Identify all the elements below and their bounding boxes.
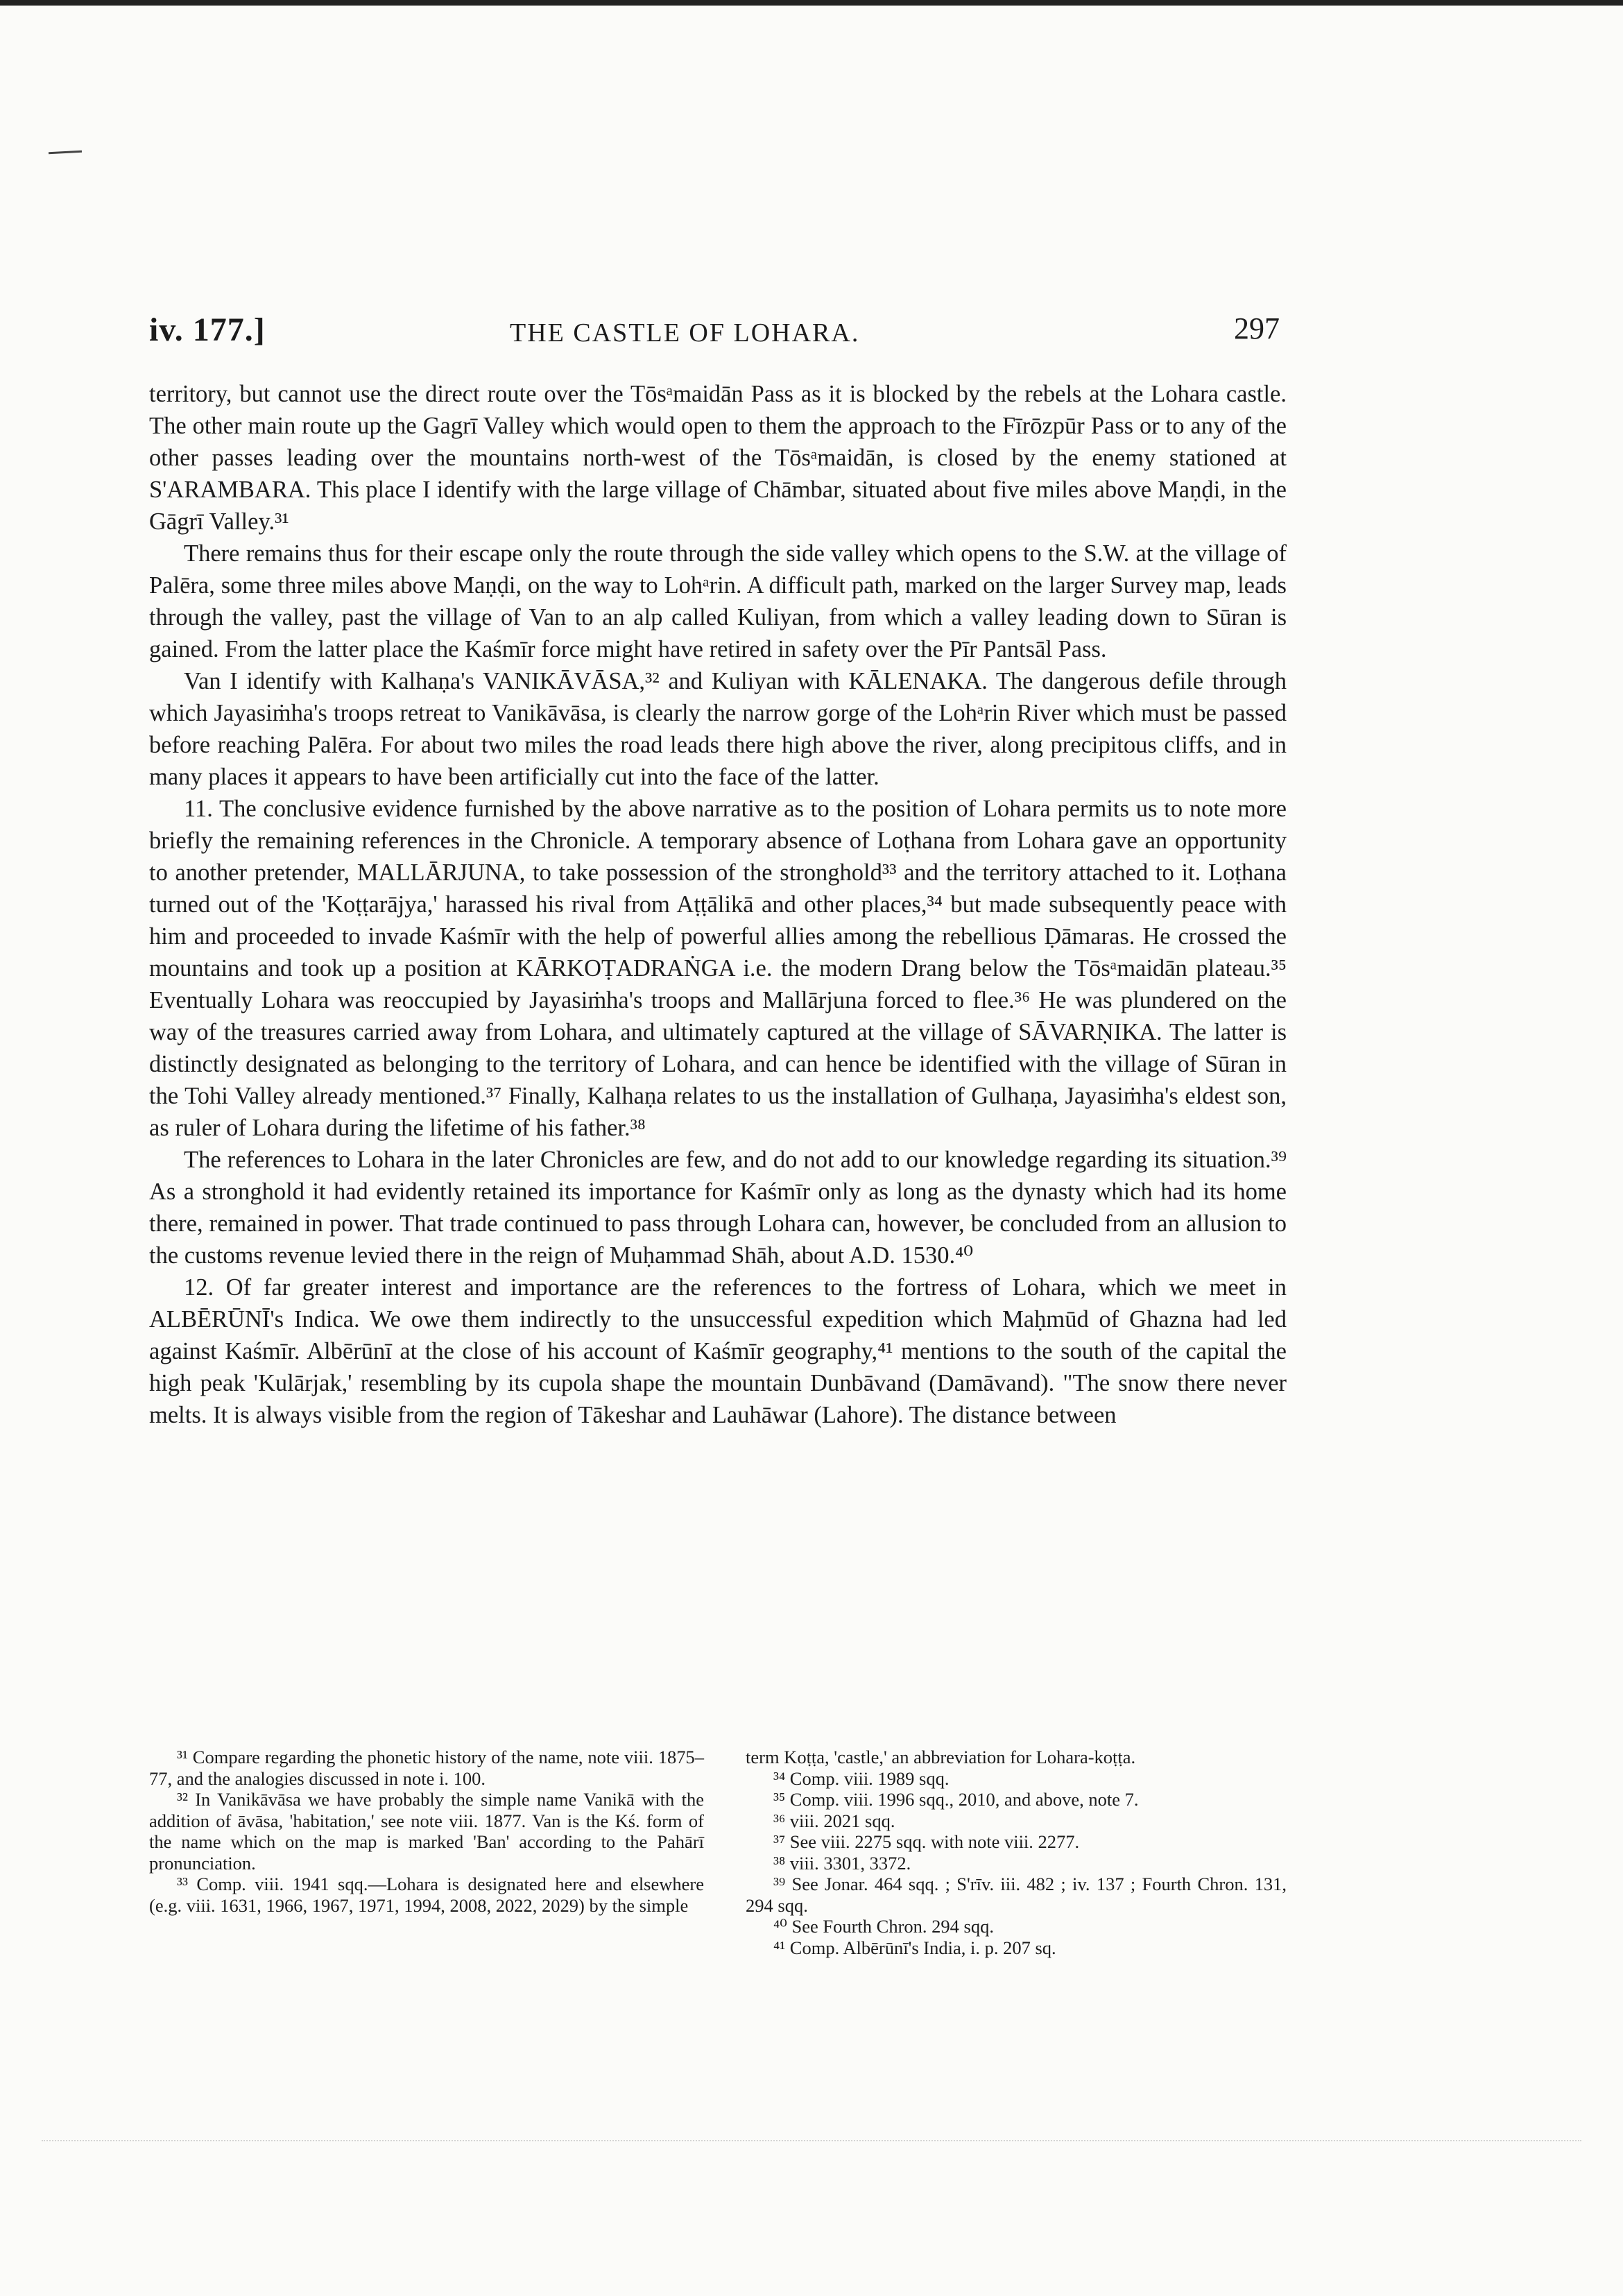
footnote-33-continued: term Koṭṭa, 'castle,' an abbreviation for Lohara-koṭṭa. [746, 1747, 1136, 1767]
running-title: THE CASTLE OF LOHARA. [510, 318, 860, 348]
footnote-36: ³⁶ viii. 2021 sqq. [773, 1810, 895, 1831]
margin-pen-mark [49, 151, 82, 155]
paragraph-continuation: territory, but cannot use the direct route over the Tōsᵃmaidān Pass as it is blocked by the rebels at the Lohara castle. The other main route up the Gagrī Valley which would open to them the approach to the Fīrōzpūr Pass or to any of the other passes leading over the mountains north-west of the Tōsᵃmaidān, is closed by the enemy stationed at S'ARAMBARA. This place I identify with the large village of Chāmbar, situated about five miles above Maṇḍi, in the Gāgrī Valley.³¹ [149, 381, 1287, 535]
section-reference: iv. 177.] [149, 311, 266, 348]
scan-top-border [0, 0, 1623, 6]
paragraph-escape-route: There remains thus for their escape only the route through the side valley which opens to the S.W. at the village of Palēra, some three miles above Maṇḍi, on the way to Lohᵃrin. A difficult path, marked on the larger Survey map, leads through the valley, past the village of Van to an alp called Kuliyan, from which a valley leading down to Sūran is gained. From the latter place the Kaśmīr force might have retired in safety over the Pīr Pantsāl Pass. [149, 540, 1287, 662]
footnote-32: ³² In Vanikāvāsa we have probably the simple name Vanikā with the addition of āvāsa, 'habitation,' see note viii. 1877. Van is the Kś. form of the name which on the map is marked 'Ban' according to the Pahārī pronunciation. [149, 1789, 704, 1874]
paragraph-section-12: 12. Of far greater interest and importance are the references to the fortress of Lohara, which we meet in ALBĒRŪNĪ's Indica. We owe them indirectly to the unsuccessful expedition which Maḥmūd of Ghazna had led against Kaśmīr. Albērūnī at the close of his account of Kaśmīr geography,⁴¹ mentions to the south of the capital the high peak 'Kulārjak,' resembling by its cupola shape the mountain Dunbāvand (Damāvand). "The snow there never melts. It is always visible from the region of Tākeshar and Lauhāwar (Lahore). The distance between [149, 1274, 1287, 1428]
paragraph-vanikavasa: Van I identify with Kalhaṇa's VANIKĀVĀSA,³² and Kuliyan with KĀLENAKA. The dangerous defile through which Jayasiṁha's troops retreat to Vanikāvāsa, is clearly the narrow gorge of the Lohᵃrin River which must be passed before reaching Palēra. For about two miles the road leads there high above the river, along precipitous cliffs, and in many places it appears to have been artificially cut into the face of the latter. [149, 668, 1287, 790]
paragraph-section-11: 11. The conclusive evidence furnished by the above narrative as to the position of Lohara permits us to note more briefly the remaining references in the Chronicle. A temporary absence of Loṭhana from Lohara gave an opportunity to another pretender, MALLĀRJUNA, to take possession of the stronghold³³ and the territory attached to it. Loṭhana turned out of the 'Koṭṭarājya,' harassed his rival from Aṭṭālikā and other places,³⁴ but made subsequently peace with him and proceeded to invade Kaśmīr with the help of powerful allies among the rebellious Ḍāmaras. He crossed the mountains and took up a position at KĀRKOṬADRAṄGA i.e. the modern Drang below the Tōsᵃmaidān plateau.³⁵ Eventually Lohara was reoccupied by Jayasiṁha's troops and Mallārjuna forced to flee.³⁶ He was plundered on the way of the treasures carried away from Lohara, and ultimately captured at the village of SĀVARṆIKA. The latter is distinctly designated as belonging to the territory of Lohara, and can hence be identified with the village of Sūran in the Tohi Valley already mentioned.³⁷ Finally, Kalhaṇa relates to us the installation of Gulhaṇa, Jayasiṁha's eldest son, as ruler of Lohara during the lifetime of his father.³⁸ [149, 796, 1287, 1141]
footnotes-right-column [746, 1747, 1287, 1958]
footnote-37: ³⁷ See viii. 2275 sqq. with note viii. 2277. [773, 1831, 1080, 1852]
running-header [149, 311, 1287, 359]
footnote-35: ³⁵ Comp. viii. 1996 sqq., 2010, and above, note 7. [773, 1789, 1139, 1810]
footnote-31: ³¹ Compare regarding the phonetic history of the name, note viii. 1875–77, and the analogies discussed in note i. 100. [149, 1747, 704, 1789]
scan-artifact-line [42, 2140, 1581, 2141]
footnotes-left-column [149, 1747, 704, 1916]
footnote-41: ⁴¹ Comp. Albērūnī's India, i. p. 207 sq. [773, 1937, 1056, 1958]
footnote-34: ³⁴ Comp. viii. 1989 sqq. [773, 1767, 950, 1789]
page-number: 297 [1234, 311, 1280, 345]
main-text [149, 378, 1287, 1431]
footnote-39: ³⁹ See Jonar. 464 sqq. ; S'rīv. iii. 482 ; iv. 137 ; Fourth Chron. 131, 294 sqq. [746, 1874, 1287, 1916]
paragraph-later-chronicles: The references to Lohara in the later Chronicles are few, and do not add to our knowledge regarding its situation.³⁹ As a stronghold it had evidently retained its importance for Kaśmīr only as long as the dynasty which had its home there, remained in power. That trade continued to pass through Lohara can, however, be concluded from an allusion to the customs revenue levied there in the reign of Muḥammad Shāh, about A.D. 1530.⁴⁰ [149, 1147, 1287, 1269]
footnote-38: ³⁸ viii. 3301, 3372. [773, 1852, 911, 1874]
footnote-33: ³³ Comp. viii. 1941 sqq.—Lohara is designated here and elsewhere (e.g. viii. 1631, 1966, 1967, 1971, 1994, 2008, 2022, 2029) by the simple [149, 1874, 704, 1916]
footnote-40: ⁴⁰ See Fourth Chron. 294 sqq. [773, 1916, 994, 1937]
